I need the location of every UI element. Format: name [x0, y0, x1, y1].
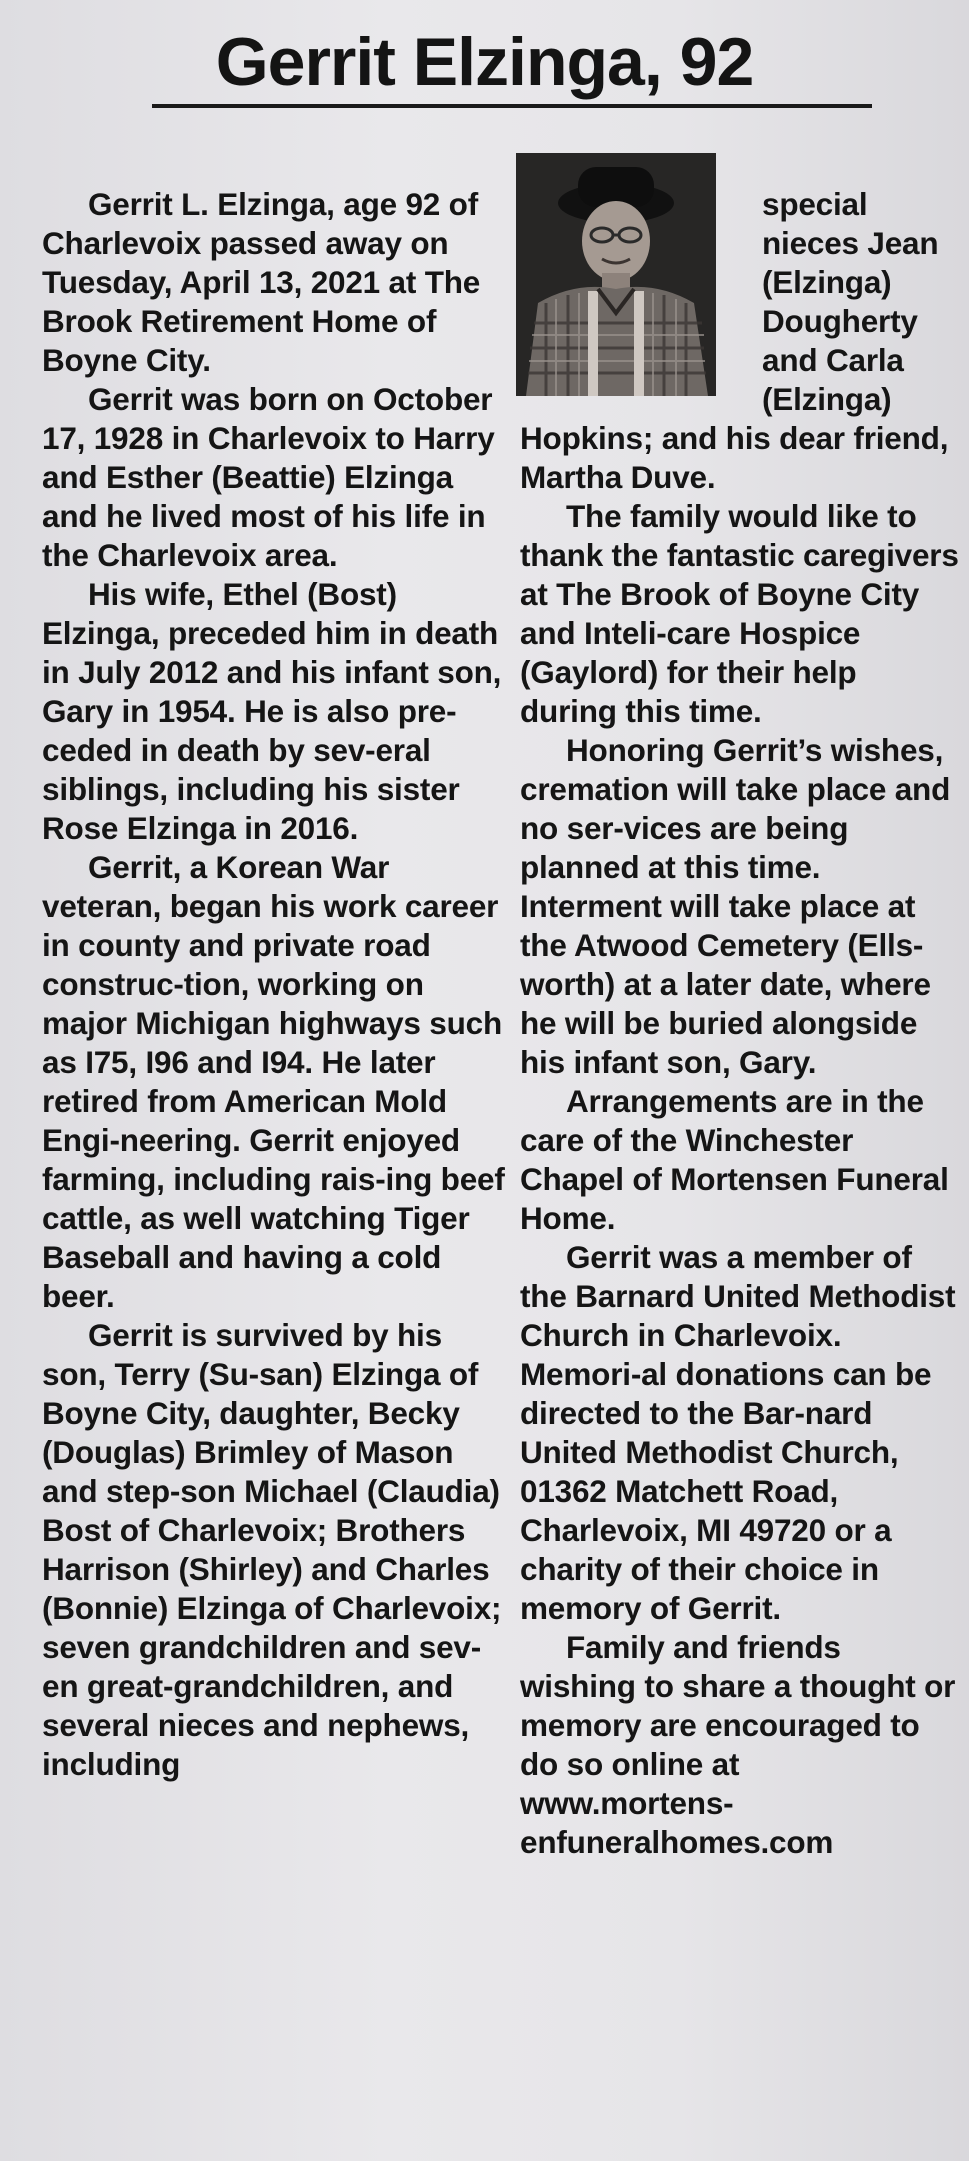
paragraph-special-nieces: special nieces Jean (Elzinga) Dougherty and Carla (Elzinga) Hopkins; and his dear friend, Martha Duve. — [520, 186, 949, 495]
paragraph-memorial-donations: Gerrit was a member of the Barnard United Methodist Church in Charlevoix. Memori-al donations can be directed to the Bar-nard United Methodist Church, 01362 Matchett Road, Charlevoix, MI 49720 or a charity of their choice in memory of Gerrit. — [520, 1239, 956, 1626]
paragraph-online-memories: Family and friends wishing to share a thought or memory are encouraged to do so online at www.mortens-enfuneralhomes.com — [520, 1629, 956, 1860]
paragraph-thanks: The family would like to thank the fantastic caregivers at The Brook of Boyne City and Inteli-care Hospice (Gaylord) for their help during this time. — [520, 498, 959, 729]
obituary-headline: Gerrit Elzinga, 92 — [215, 24, 754, 100]
portrait-photo-image — [516, 153, 716, 396]
paragraph-survived-by: Gerrit is survived by his son, Terry (Su-san) Elzinga of Boyne City, daughter, Becky (Douglas) Brimley of Mason and step-son Michael (Claudia) Bost of Charlevoix; Brothers Harrison (Shirley) and Charles (Bonnie) Elzinga of Charlevoix; seven grandchildren and sev-en great-grandchildren, and several nieces and nephews, including — [42, 1317, 502, 1782]
paragraph-birth: Gerrit was born on October 17, 1928 in Charlevoix to Harry and Esther (Beattie) Elzinga and he lived most of his life in the Charlevoix area. — [42, 381, 495, 573]
portrait-photo-frame — [516, 153, 744, 405]
paragraph-death-notice: Gerrit L. Elzinga, age 92 of Charlevoix passed away on Tuesday, April 13, 2021 at The Brook Retirement Home of Boyne City. — [42, 186, 481, 378]
paragraph-career: Gerrit, a Korean War veteran, began his work career in county and private road construc-tion, working on major Michigan highways such as I75, I96 and I94. He later retired from American Mold Engi-neering. Gerrit enjoyed farming, including rais-ing beef cattle, as well watching Tiger Baseball and having a cold beer. — [42, 849, 505, 1314]
portrait-photo — [516, 153, 716, 396]
left-text-column — [42, 185, 507, 1784]
headline-underline — [152, 104, 872, 108]
paragraph-arrangements: Arrangements are in the care of the Winchester Chapel of Mortensen Funeral Home. — [520, 1083, 949, 1236]
paragraph-preceded-in-death: His wife, Ethel (Bost) Elzinga, preceded him in death in July 2012 and his infant son, Gary in 1954. He is also pre-ceded in death by sev-eral siblings, including his sister Rose Elzinga in 2016. — [42, 576, 502, 846]
right-text-column — [520, 185, 960, 1862]
paragraph-cremation: Honoring Gerrit’s wishes, cremation will take place and no ser-vices are being planned at this time. Interment will take place at the Atwood Cemetery (Ells-worth) at a later date, where he will be buried alongside his infant son, Gary. — [520, 732, 951, 1080]
